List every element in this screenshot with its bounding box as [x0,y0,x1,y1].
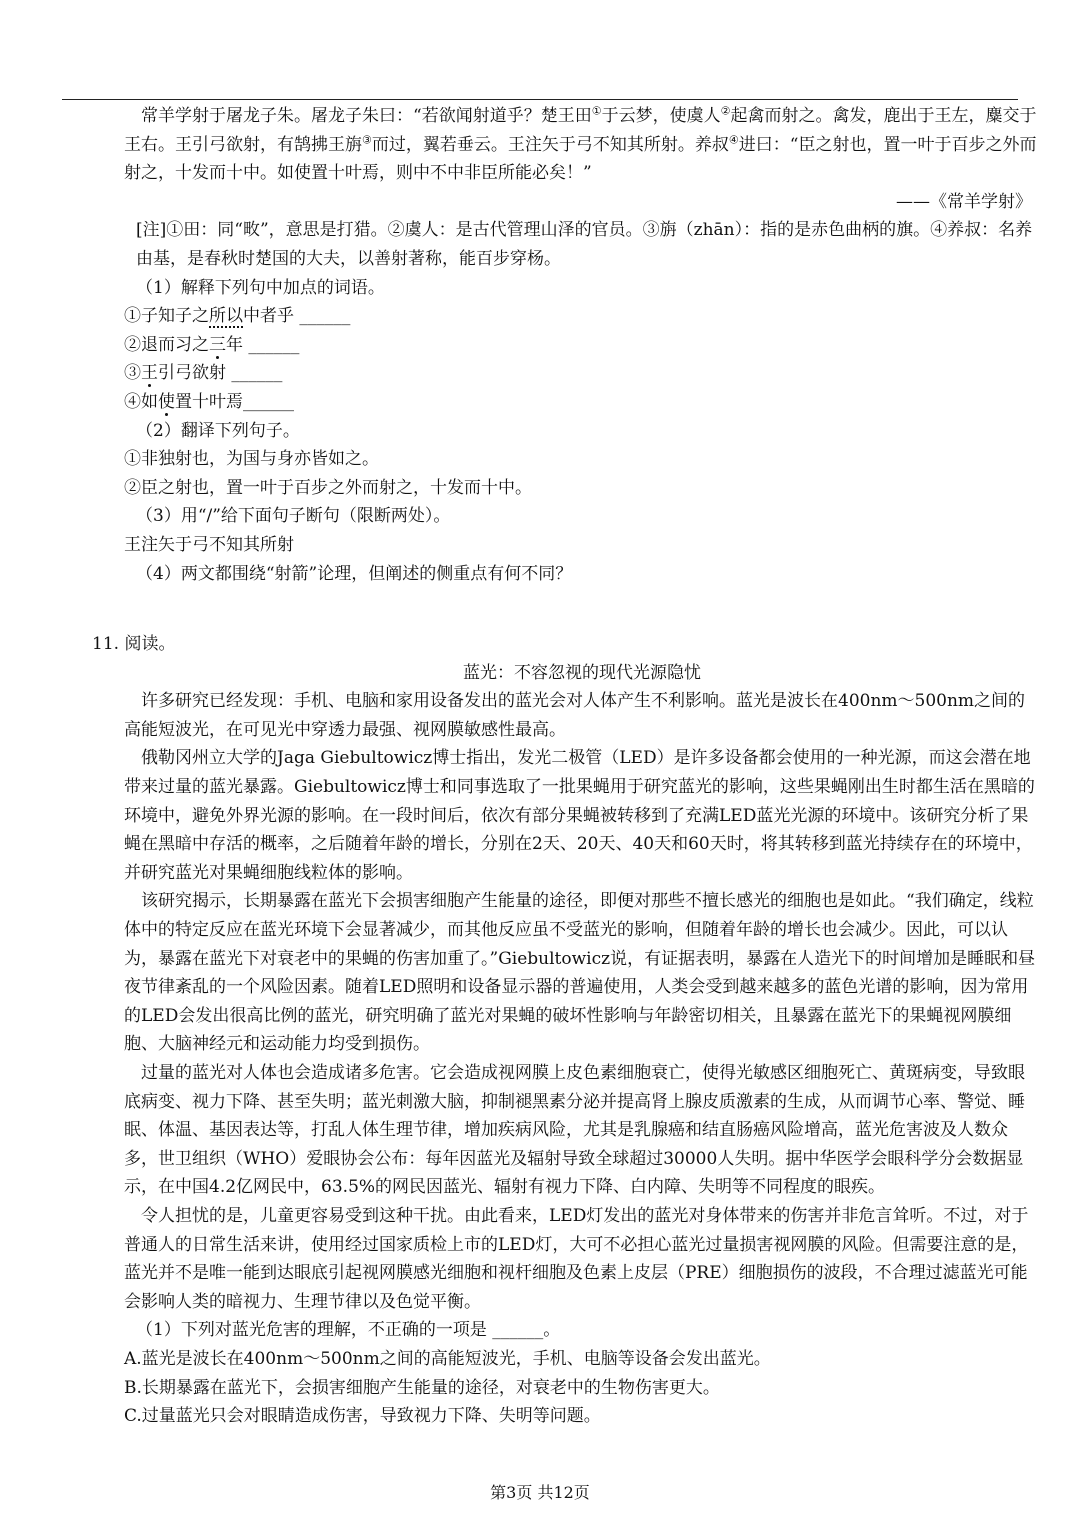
q10-sentence: 王注矢于弓不知其所射 [124,534,294,555]
q10-item-1: ①子知子之所以中者乎 ______ [124,306,351,327]
q10-sub2: （2）翻译下列句子。 [136,420,300,441]
article-paragraph: 该研究揭示，长期暴露在蓝光下会损害细胞产生能量的途径，即便对那些不擅长感光的细胞也是如此。“我们确定，线粒体中的特定反应在蓝光环境下会显著减少，而其他反应虽不受蓝光的影响，但随着年龄的增长也会减少。因此，可以认为，暴露在蓝光下对衰老中的果蝇的伤害加重了。”Giebultowicz说，有证据表明，暴露在人造光下的时间增加是睡眠和昼夜节律紊乱的一个风险因素。随着LED照明和设备显示器的普遍使用，人类会受到越来越多的蓝色光谱的影响，因为常用的LED会发出很高比例的蓝光，研究明确了蓝光对果蝇的破坏性影响与年龄密切相关，且暴露在蓝光下的果蝇视网膜细胞、大脑神经元和运动能力均受到损伤。 [124,891,1036,1055]
page-content [92,102,1040,1431]
article-paragraph: 令人担忧的是，儿童更容易受到这种干扰。由此看来，LED灯发出的蓝光对身体带来的伤害并非危言耸听。不过，对于普通人的日常生活来讲，使用经过国家质检上市的LED灯，大可不必担心蓝光过量损害视网膜的风险。但需要注意的是，蓝光并不是唯一能到达眼底引起视网膜感光细胞和视杆细胞及色素上皮层（PRE）细胞损伤的波段，不合理过滤蓝光可能会影响人类的暗视力、生理节律以及色觉平衡。 [124,1205,1029,1312]
q11-heading: 11. 阅读。 [92,634,176,655]
q10-sub1: （1）解释下列句中加点的词语。 [136,277,385,298]
header-rule [62,99,1018,100]
passage-paragraph: 常羊学射于屠龙子朱。屠龙子朱曰：“若欲闻射道乎？楚王田①于云梦，使虞人②起禽而射之。禽发，鹿出于王左，麋交于王右。王引弓欲射，有鹄拂王旃③而过，翼若垂云。王注矢于弓不知其所射。养叔④进曰：“臣之射也，置一叶于百步之外而射之，十发而十中。如使置十叶焉，则中不中非臣所能必矣！” [124,104,1037,184]
q10-sub4: （4）两文都围绕“射箭”论理，但阐述的侧重点有何不同？ [136,563,573,584]
passage-source: ——《常羊学射》 [896,191,1032,212]
q10-item-3: ③王引弓欲射 ______ [124,363,283,384]
q11-sub1: （1）下列对蓝光危害的理解，不正确的一项是 ______。 [136,1320,561,1341]
article-paragraph: 许多研究已经发现：手机、电脑和家用设备发出的蓝光会对人体产生不利影响。蓝光是波长在400nm～500nm之间的高能短波光，在可见光中穿透力最强、视网膜敏感性最高。 [124,691,1026,740]
q11-option-b: B.长期暴露在蓝光下，会损害细胞产生能量的途径，对衰老中的生物伤害更大。 [124,1377,720,1398]
q10-item-4: ④如使置十叶焉______ [124,391,294,412]
article-title: 蓝光：不容忽视的现代光源隐忧 [463,662,701,683]
q10-sub3: （3）用“/”给下面句子断句（限断两处）。 [136,506,451,527]
article-paragraph: 俄勒冈州立大学的Jaga Giebultowicz博士指出，发光二极管（LED）是许多设备都会使用的一种光源，而这会潜在地带来过量的蓝光暴露。Giebultowicz博士和同事选取了一批果蝇用于研究蓝光的影响，这些果蝇刚出生时都生活在黑暗的环境中，避免外界光源的影响。在一段时间后，依次有部分果蝇被转移到了充满LED蓝光光源的环境中。该研究分析了果蝇在黑暗中存活的概率，之后随着年龄的增长，分别在2天、20天、40天和60天时，将其转移到蓝光持续存在的环境中，并研究蓝光对果蝇细胞线粒体的影响。 [124,748,1035,883]
page-footer: 第3页 共12页 [490,1483,590,1502]
q11-option-c: C.过量蓝光只会对眼睛造成伤害，导致视力下降、失明等问题。 [124,1406,601,1427]
passage-note: [注]①田：同“畋”，意思是打猎。②虞人：是古代管理山泽的官员。③旃（zhān）：指的是赤色曲柄的旗。④养叔：名养由基，是春秋时楚国的大夫，以善射著称，能百步穿杨。 [136,220,1033,269]
q10-translate-2: ②臣之射也，置一叶于百步之外而射之，十发而十中。 [124,477,532,498]
q11-option-a: A.蓝光是波长在400nm～500nm之间的高能短波光，手机、电脑等设备会发出蓝光。 [124,1348,771,1369]
q10-item-2: ②退而习之三年 ______ [124,334,300,355]
q10-translate-1: ①非独射也，为国与身亦皆如之。 [124,449,379,470]
article-paragraph: 过量的蓝光对人体也会造成诸多危害。它会造成视网膜上皮色素细胞衰亡，使得光敏感区细胞死亡、黄斑病变，导致眼底病变、视力下降、甚至失明；蓝光刺激大脑，抑制褪黑素分泌并提高肾上腺皮质激素的生成，从而调节心率、警觉、睡眠、体温、基因表达等，打乱人体生理节律，增加疾病风险，尤其是乳腺癌和结直肠癌风险增高，蓝光危害波及人数众多，世卫组织（WHO）爱眼协会公布：每年因蓝光及辐射导致全球超过30000人失明。据中华医学会眼科学分会数据显示，在中国4.2亿网民中，63.5%的网民因蓝光、辐射有视力下降、白内障、失明等不同程度的眼疾。 [124,1063,1025,1198]
